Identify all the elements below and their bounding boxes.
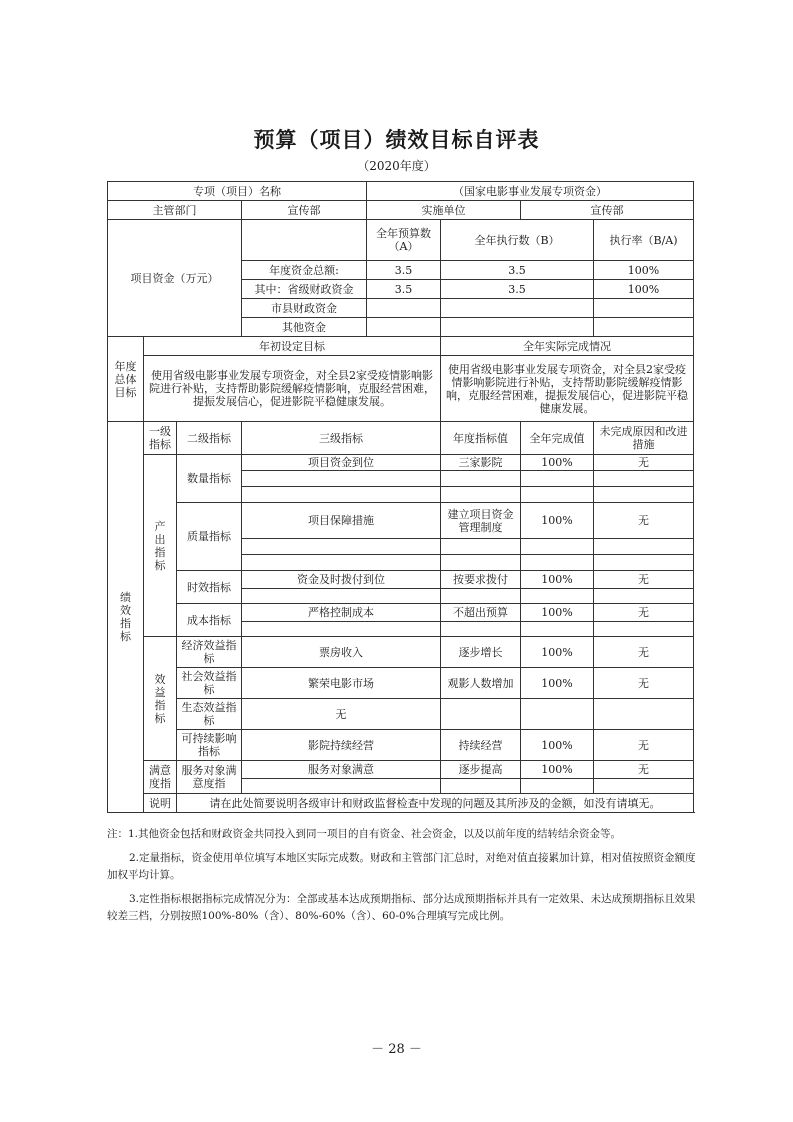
funds-col-rate: 执行率（B/A) bbox=[594, 220, 694, 261]
timeliness-annual: 按要求拨付 bbox=[441, 571, 521, 589]
goals-header-row bbox=[108, 337, 694, 356]
funds-label: 项目资金（万元） bbox=[108, 220, 242, 337]
quantity-reason: 无 bbox=[594, 455, 694, 471]
explain-label: 说明 bbox=[144, 794, 177, 813]
goals-label: 年度总体目标 bbox=[108, 337, 144, 422]
indicator-row bbox=[108, 637, 694, 668]
quality-l3: 项目保障措施 bbox=[242, 503, 441, 539]
indicator-row bbox=[108, 571, 694, 589]
goals-initial-header: 年初设定目标 bbox=[144, 337, 441, 356]
output-label: 产出指标 bbox=[144, 455, 177, 637]
dept-label: 主管部门 bbox=[108, 201, 242, 220]
timeliness-done: 100% bbox=[521, 571, 594, 589]
eco-reason bbox=[594, 699, 694, 730]
indicator-row bbox=[108, 761, 694, 779]
funds-row-exec: 3.5 bbox=[441, 280, 594, 299]
report-year: （2020年度） bbox=[357, 159, 436, 173]
header-reason: 未完成原因和改进措施 bbox=[594, 422, 694, 455]
satisfaction-l3: 服务对象满意 bbox=[242, 761, 441, 779]
project-name-row bbox=[108, 182, 694, 201]
economic-reason: 无 bbox=[594, 637, 694, 668]
quantity-annual: 三家影院 bbox=[441, 455, 521, 471]
note-3: 3.定性指标根据指标完成情况分为：全部或基本达成预期指标、部分达成预期指标并具有一定效果、未达成预期指标且效果较差三档，分别按照100%-80%（含）、80%-60%（含）、60-0%合理填写完成比例。 bbox=[107, 893, 696, 922]
page-title: 预算（项目）绩效目标自评表 bbox=[253, 127, 540, 152]
dept-value: 宣传部 bbox=[242, 201, 367, 220]
funds-row-name: 年度资金总额: bbox=[242, 261, 367, 280]
goals-actual-text: 使用省级电影事业发展专项资金，对全县2家受疫情影响影院进行补贴，支持帮助影院缓解疫情影响，克服经营困难，提振发展信心，促进影院平稳健康发展。 bbox=[441, 356, 694, 422]
indicator-row bbox=[108, 699, 694, 730]
funds-row-name: 市县财政资金 bbox=[242, 299, 367, 318]
cost-done: 100% bbox=[521, 604, 594, 622]
economic-label: 经济效益指标 bbox=[177, 637, 242, 668]
funds-row-name: 其他资金 bbox=[242, 318, 367, 337]
quality-reason: 无 bbox=[594, 503, 694, 539]
quality-label: 质量指标 bbox=[177, 503, 242, 571]
cost-reason: 无 bbox=[594, 604, 694, 622]
footnotes bbox=[107, 826, 697, 932]
cost-l3: 严格控制成本 bbox=[242, 604, 441, 622]
funds-col-budget: 全年预算数（A） bbox=[367, 220, 441, 261]
social-annual: 观影人数增加 bbox=[441, 668, 521, 699]
project-name-value: （国家电影事业发展专项资金） bbox=[367, 182, 694, 201]
indicator-row bbox=[108, 455, 694, 471]
benefit-label: 效益指标 bbox=[144, 637, 177, 761]
funds-row-budget: 3.5 bbox=[367, 280, 441, 299]
sustain-done: 100% bbox=[521, 730, 594, 761]
header-done: 全年完成值 bbox=[521, 422, 594, 455]
social-label: 社会效益指标 bbox=[177, 668, 242, 699]
funds-row-rate: 100% bbox=[594, 261, 694, 280]
funds-row-budget bbox=[367, 299, 441, 318]
funds-row-exec bbox=[441, 299, 594, 318]
goals-actual-header: 全年实际完成情况 bbox=[441, 337, 694, 356]
satisfaction-reason: 无 bbox=[594, 761, 694, 779]
social-done: 100% bbox=[521, 668, 594, 699]
quantity-l3: 项目资金到位 bbox=[242, 455, 441, 471]
eco-done bbox=[521, 699, 594, 730]
quantity-done: 100% bbox=[521, 455, 594, 471]
timeliness-l3: 资金及时拨付到位 bbox=[242, 571, 441, 589]
project-name-label: 专项（项目）名称 bbox=[108, 182, 367, 201]
satisfaction-done: 100% bbox=[521, 761, 594, 779]
explain-row bbox=[108, 794, 694, 813]
impl-label: 实施单位 bbox=[367, 201, 521, 220]
sustain-reason: 无 bbox=[594, 730, 694, 761]
funds-row-rate bbox=[594, 299, 694, 318]
quantity-label: 数量指标 bbox=[177, 455, 242, 503]
indicator-row bbox=[108, 503, 694, 539]
eco-label: 生态效益指标 bbox=[177, 699, 242, 730]
indicator-row bbox=[108, 730, 694, 761]
indicators-label: 绩效指标 bbox=[108, 422, 144, 813]
header-level2: 二级指标 bbox=[177, 422, 242, 455]
department-row bbox=[108, 201, 694, 220]
funds-row-exec: 3.5 bbox=[441, 261, 594, 280]
sustain-l3: 影院持续经营 bbox=[242, 730, 441, 761]
funds-blank bbox=[242, 220, 367, 261]
page-number: － 28 － bbox=[371, 1042, 422, 1057]
goals-text-row bbox=[108, 356, 694, 422]
funds-row-budget: 3.5 bbox=[367, 261, 441, 280]
self-evaluation-table bbox=[107, 181, 694, 813]
sustain-label: 可持续影响指标 bbox=[177, 730, 242, 761]
timeliness-reason: 无 bbox=[594, 571, 694, 589]
cost-label: 成本指标 bbox=[177, 604, 242, 637]
funds-row-name: 其中：省级财政资金 bbox=[242, 280, 367, 299]
eco-l3: 无 bbox=[242, 699, 441, 730]
social-reason: 无 bbox=[594, 668, 694, 699]
economic-annual: 逐步增长 bbox=[441, 637, 521, 668]
goals-initial-text: 使用省级电影事业发展专项资金，对全县2家受疫情影响影院进行补贴，支持帮助影院缓解疫情影响，克服经营困难，提振发展信心，促进影院平稳健康发展。 bbox=[144, 356, 441, 422]
social-l3: 繁荣电影市场 bbox=[242, 668, 441, 699]
impl-value: 宣传部 bbox=[521, 201, 694, 220]
funds-row-rate bbox=[594, 318, 694, 337]
funds-row-rate: 100% bbox=[594, 280, 694, 299]
explain-text: 请在此处简要说明各级审计和财政监督检查中发现的问题及其所涉及的金额，如没有请填无。 bbox=[177, 794, 694, 813]
economic-l3: 票房收入 bbox=[242, 637, 441, 668]
note-1: 注：1.其他资金包括和财政资金共同投入到同一项目的自有资金、社会资金，以及以前年度的结转结余资金等。 bbox=[107, 828, 622, 840]
quality-done: 100% bbox=[521, 503, 594, 539]
funds-header-row bbox=[108, 220, 694, 261]
quality-annual: 建立项目资金管理制度 bbox=[441, 503, 521, 539]
eco-annual bbox=[441, 699, 521, 730]
header-level1: 一级指标 bbox=[144, 422, 177, 455]
timeliness-label: 时效指标 bbox=[177, 571, 242, 604]
indicator-header-row bbox=[108, 422, 694, 455]
header-level3: 三级指标 bbox=[242, 422, 441, 455]
sustain-annual: 持续经营 bbox=[441, 730, 521, 761]
indicator-row bbox=[108, 668, 694, 699]
cost-annual: 不超出预算 bbox=[441, 604, 521, 622]
satisfaction-l2: 服务对象满意度指 bbox=[177, 761, 242, 794]
satisfaction-annual: 逐步提高 bbox=[441, 761, 521, 779]
indicator-row bbox=[108, 604, 694, 622]
satisfaction-label: 满意度指 bbox=[144, 761, 177, 794]
header-annual: 年度指标值 bbox=[441, 422, 521, 455]
funds-col-exec: 全年执行数（B） bbox=[441, 220, 594, 261]
note-2: 2.定量指标，资金使用单位填写本地区实际完成数。财政和主管部门汇总时，对绝对值直接累加计算，相对值按照资金额度加权平均计算。 bbox=[107, 852, 696, 881]
funds-row-exec bbox=[441, 318, 594, 337]
economic-done: 100% bbox=[521, 637, 594, 668]
funds-row-budget bbox=[367, 318, 441, 337]
